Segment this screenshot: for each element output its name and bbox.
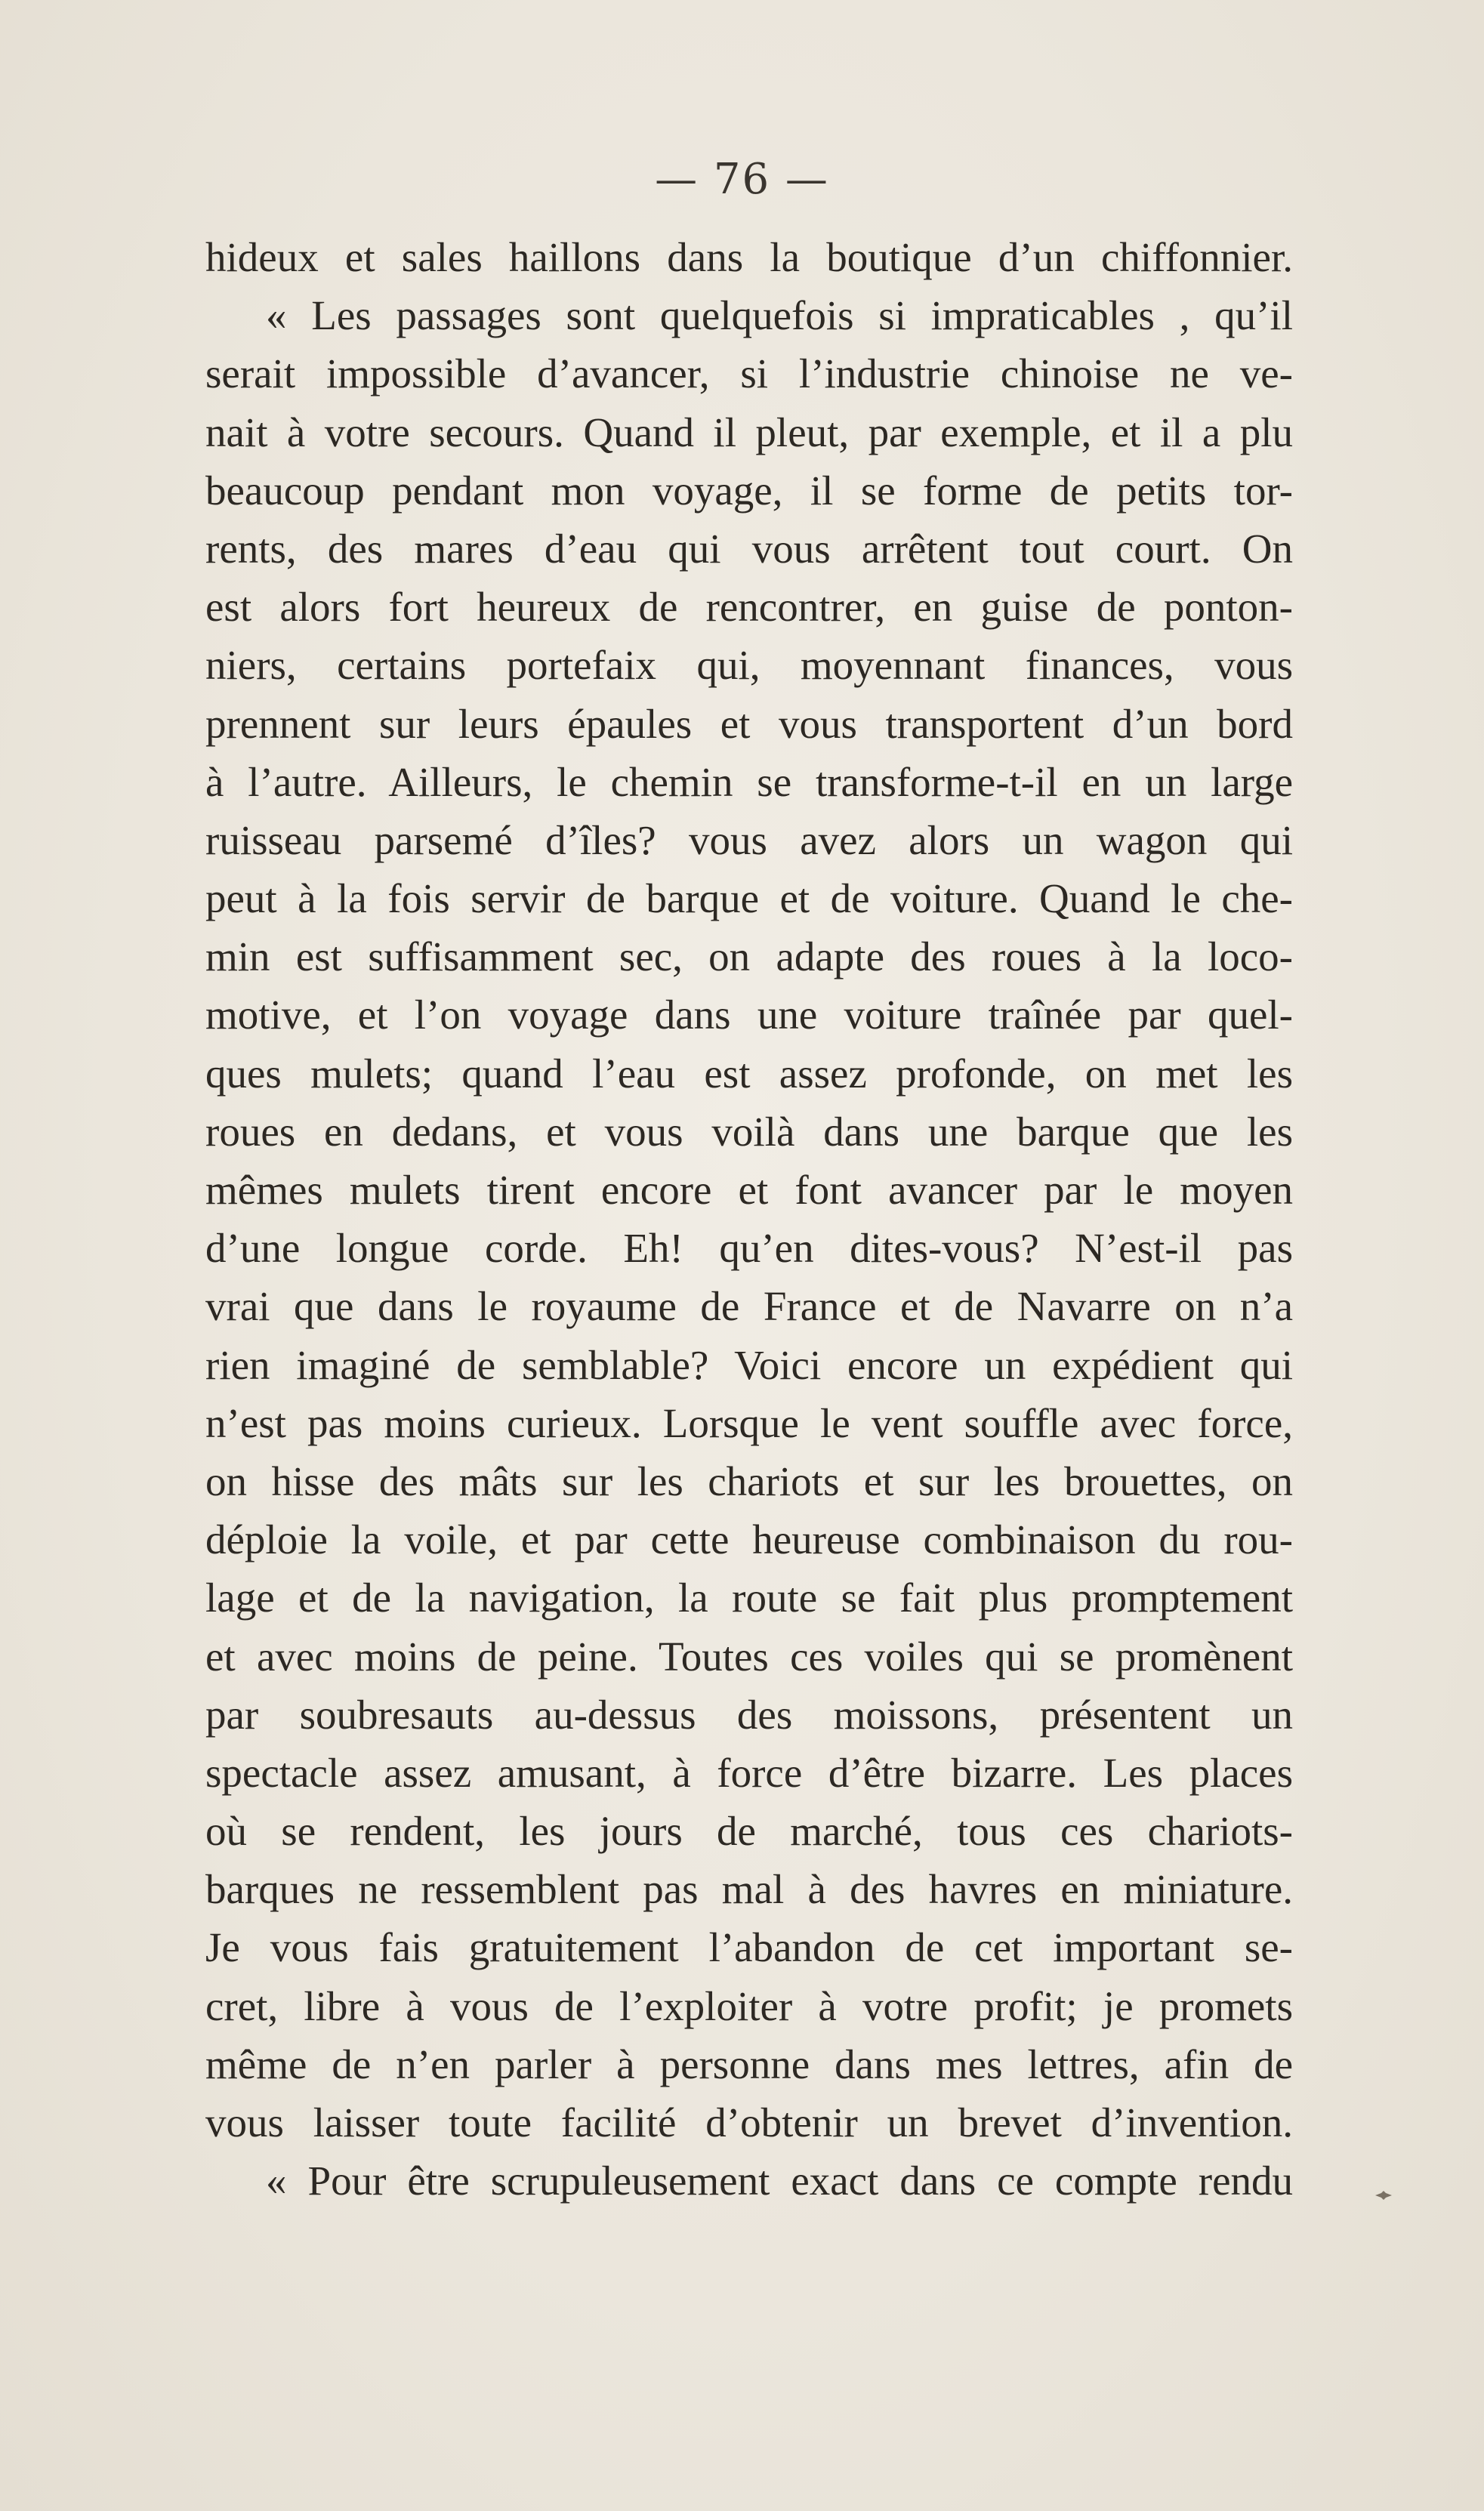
ornament-glyph-icon xyxy=(1374,2190,1393,2201)
text-line: nait à votre secours. Quand il pleut, par exemple, et il a plu xyxy=(205,409,1293,455)
text-line: spectacle assez amusant, à force d’être bizarre. Les places xyxy=(205,1749,1293,1796)
text-line: Je vous fais gratuitement l’abandon de cet important se- xyxy=(205,1924,1293,1971)
text-line: est alors fort heureux de rencontrer, en guise de ponton- xyxy=(205,584,1293,631)
text-line: motive, et l’on voyage dans une voiture traînée par quel- xyxy=(205,992,1293,1038)
text-line: ruisseau parsemé d’îles? vous avez alors un wagon qui xyxy=(205,816,1293,863)
text-line: et avec moins de peine. Toutes ces voiles qui se promènent xyxy=(205,1633,1293,1680)
text-line: mêmes mulets tirent encore et font avancer par le moyen xyxy=(205,1167,1293,1213)
text-line: lage et de la navigation, la route se fait plus promptement xyxy=(205,1575,1293,1621)
text-line: « Pour être scrupuleusement exact dans ce compte rendu xyxy=(266,2158,1293,2204)
text-line: min est suffisamment sec, on adapte des roues à la loco- xyxy=(205,933,1293,980)
text-line: peut à la fois servir de barque et de voiture. Quand le che- xyxy=(205,875,1293,922)
text-line: cret, libre à vous de l’exploiter à votre profit; je promets xyxy=(205,1982,1293,2029)
text-line: même de n’en parler à personne dans mes lettres, afin de xyxy=(205,2041,1293,2087)
ornament-mark-icon xyxy=(1374,2190,1393,2201)
body-text xyxy=(205,228,1293,2210)
text-line: roues en dedans, et vous voilà dans une barque que les xyxy=(205,1108,1293,1155)
text-line: d’une longue corde. Eh! qu’en dites-vous? N’est-il pas xyxy=(205,1225,1293,1272)
text-line: n’est pas moins curieux. Lorsque le vent souffle avec force, xyxy=(205,1399,1293,1446)
text-line: serait impossible d’avancer, si l’industrie chinoise ne ve- xyxy=(205,350,1293,397)
text-line: barques ne ressemblent pas mal à des havres en miniature. xyxy=(205,1866,1293,1913)
text-line: vrai que dans le royaume de France et de Navarre on n’a xyxy=(205,1283,1293,1330)
text-line: où se rendent, les jours de marché, tous ces chariots- xyxy=(205,1808,1293,1855)
text-line: prennent sur leurs épaules et vous transportent d’un bord xyxy=(205,700,1293,747)
page-number: — 76 — xyxy=(655,155,829,204)
text-line: rents, des mares d’eau qui vous arrêtent tout court. On xyxy=(205,525,1293,572)
text-line: hideux et sales haillons dans la boutique d’un chiffonnier. xyxy=(205,234,1293,280)
text-line: niers, certains portefaix qui, moyennant finances, vous xyxy=(205,642,1293,689)
text-line: vous laisser toute facilité d’obtenir un brevet d’invention. xyxy=(205,2099,1293,2145)
text-line: beaucoup pendant mon voyage, il se forme de petits tor- xyxy=(205,467,1293,514)
text-line: « Les passages sont quelquefois si impraticables , qu’il xyxy=(266,292,1293,339)
text-line: à l’autre. Ailleurs, le chemin se transforme-t-il en un large xyxy=(205,758,1293,805)
text-line: ques mulets; quand l’eau est assez profonde, on met les xyxy=(205,1050,1293,1097)
text-line: par soubresauts au-dessus des moissons, présentent un xyxy=(205,1691,1293,1738)
text-line: déploie la voile, et par cette heureuse combinaison du rou- xyxy=(205,1516,1293,1563)
text-line: rien imaginé de semblable? Voici encore un expédient qui xyxy=(205,1341,1293,1388)
text-line: on hisse des mâts sur les chariots et sur les brouettes, on xyxy=(205,1458,1293,1504)
